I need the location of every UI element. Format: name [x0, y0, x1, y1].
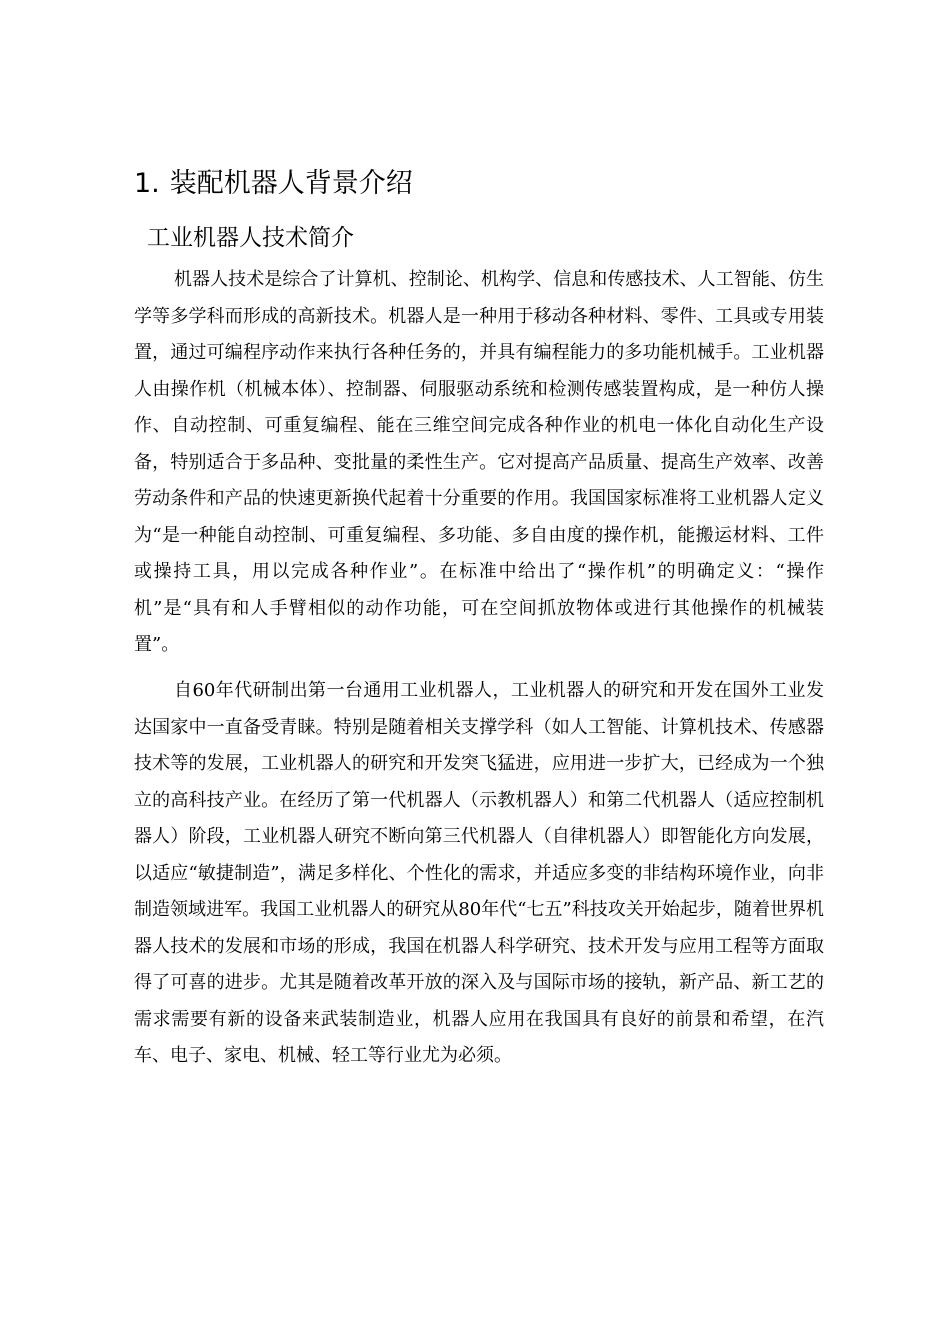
chapter-heading: [134, 164, 413, 204]
chapter-number: 1.: [134, 168, 160, 199]
section-title: 工业机器人技术简介: [147, 225, 354, 251]
chapter-title: 装配机器人背景介绍: [169, 168, 413, 199]
body-paragraph: 自60年代研制出第一台通用工业机器人，工业机器人的研究和开发在国外工业发达国家中一直备受青睐。特别是随着相关支撑学科（如人工智能、计算机技术、传感器技术等的发展，工业机器人的研究和开发突飞猛进，应用进一步扩大，已经成为一个独立的高科技产业。在经历了第一代机器人（示教机器人）和第二代机器人（适应控制机器人）阶段，工业机器人研究不断向第三代机器人（自律机器人）即智能化方向发展，以适应“敏捷制造”，满足多样化、个性化的需求，并适应多变的非结构环境作业，向非制造领域进军。我国工业机器人的研究从80年代“七五”科技攻关开始起步，随着世界机器人技术的发展和市场的形成，我国在机器人科学研究、技术开发与应用工程等方面取得了可喜的进步。尤其是随着改革开放的深入及与国际市场的接轨，新产品、新工艺的需求需要有新的设备来武装制造业，机器人应用在我国具有良好的前景和希望，在汽车、电子、家电、机械、轻工等行业尤为必须。: [134, 680, 824, 1066]
body-paragraph: 机器人技术是综合了计算机、控制论、机构学、信息和传感技术、人工智能、仿生学等多学科而形成的高新技术。机器人是一种用于移动各种材料、零件、工具或专用装置，通过可编程序动作来执行各种任务的，并具有编程能力的多功能机械手。工业机器人由操作机（机械本体）、控制器、伺服驱动系统和检测传感装置构成，是一种仿人操作、自动控制、可重复编程、能在三维空间完成各种作业的机电一体化自动化生产设备，特别适合于多品种、变批量的柔性生产。它对提高产品质量、提高生产效率、改善劳动条件和产品的快速更新换代起着十分重要的作用。我国国家标准将工业机器人定义为“是一种能自动控制、可重复编程、多功能、多自由度的操作机，能搬运材料、工件或操持工具，用以完成各种作业”。在标准中给出了“操作机”的明确定义：“操作机”是“具有和人手臂相似的动作功能，可在空间抓放物体或进行其他操作的机械装置”。: [134, 269, 824, 655]
